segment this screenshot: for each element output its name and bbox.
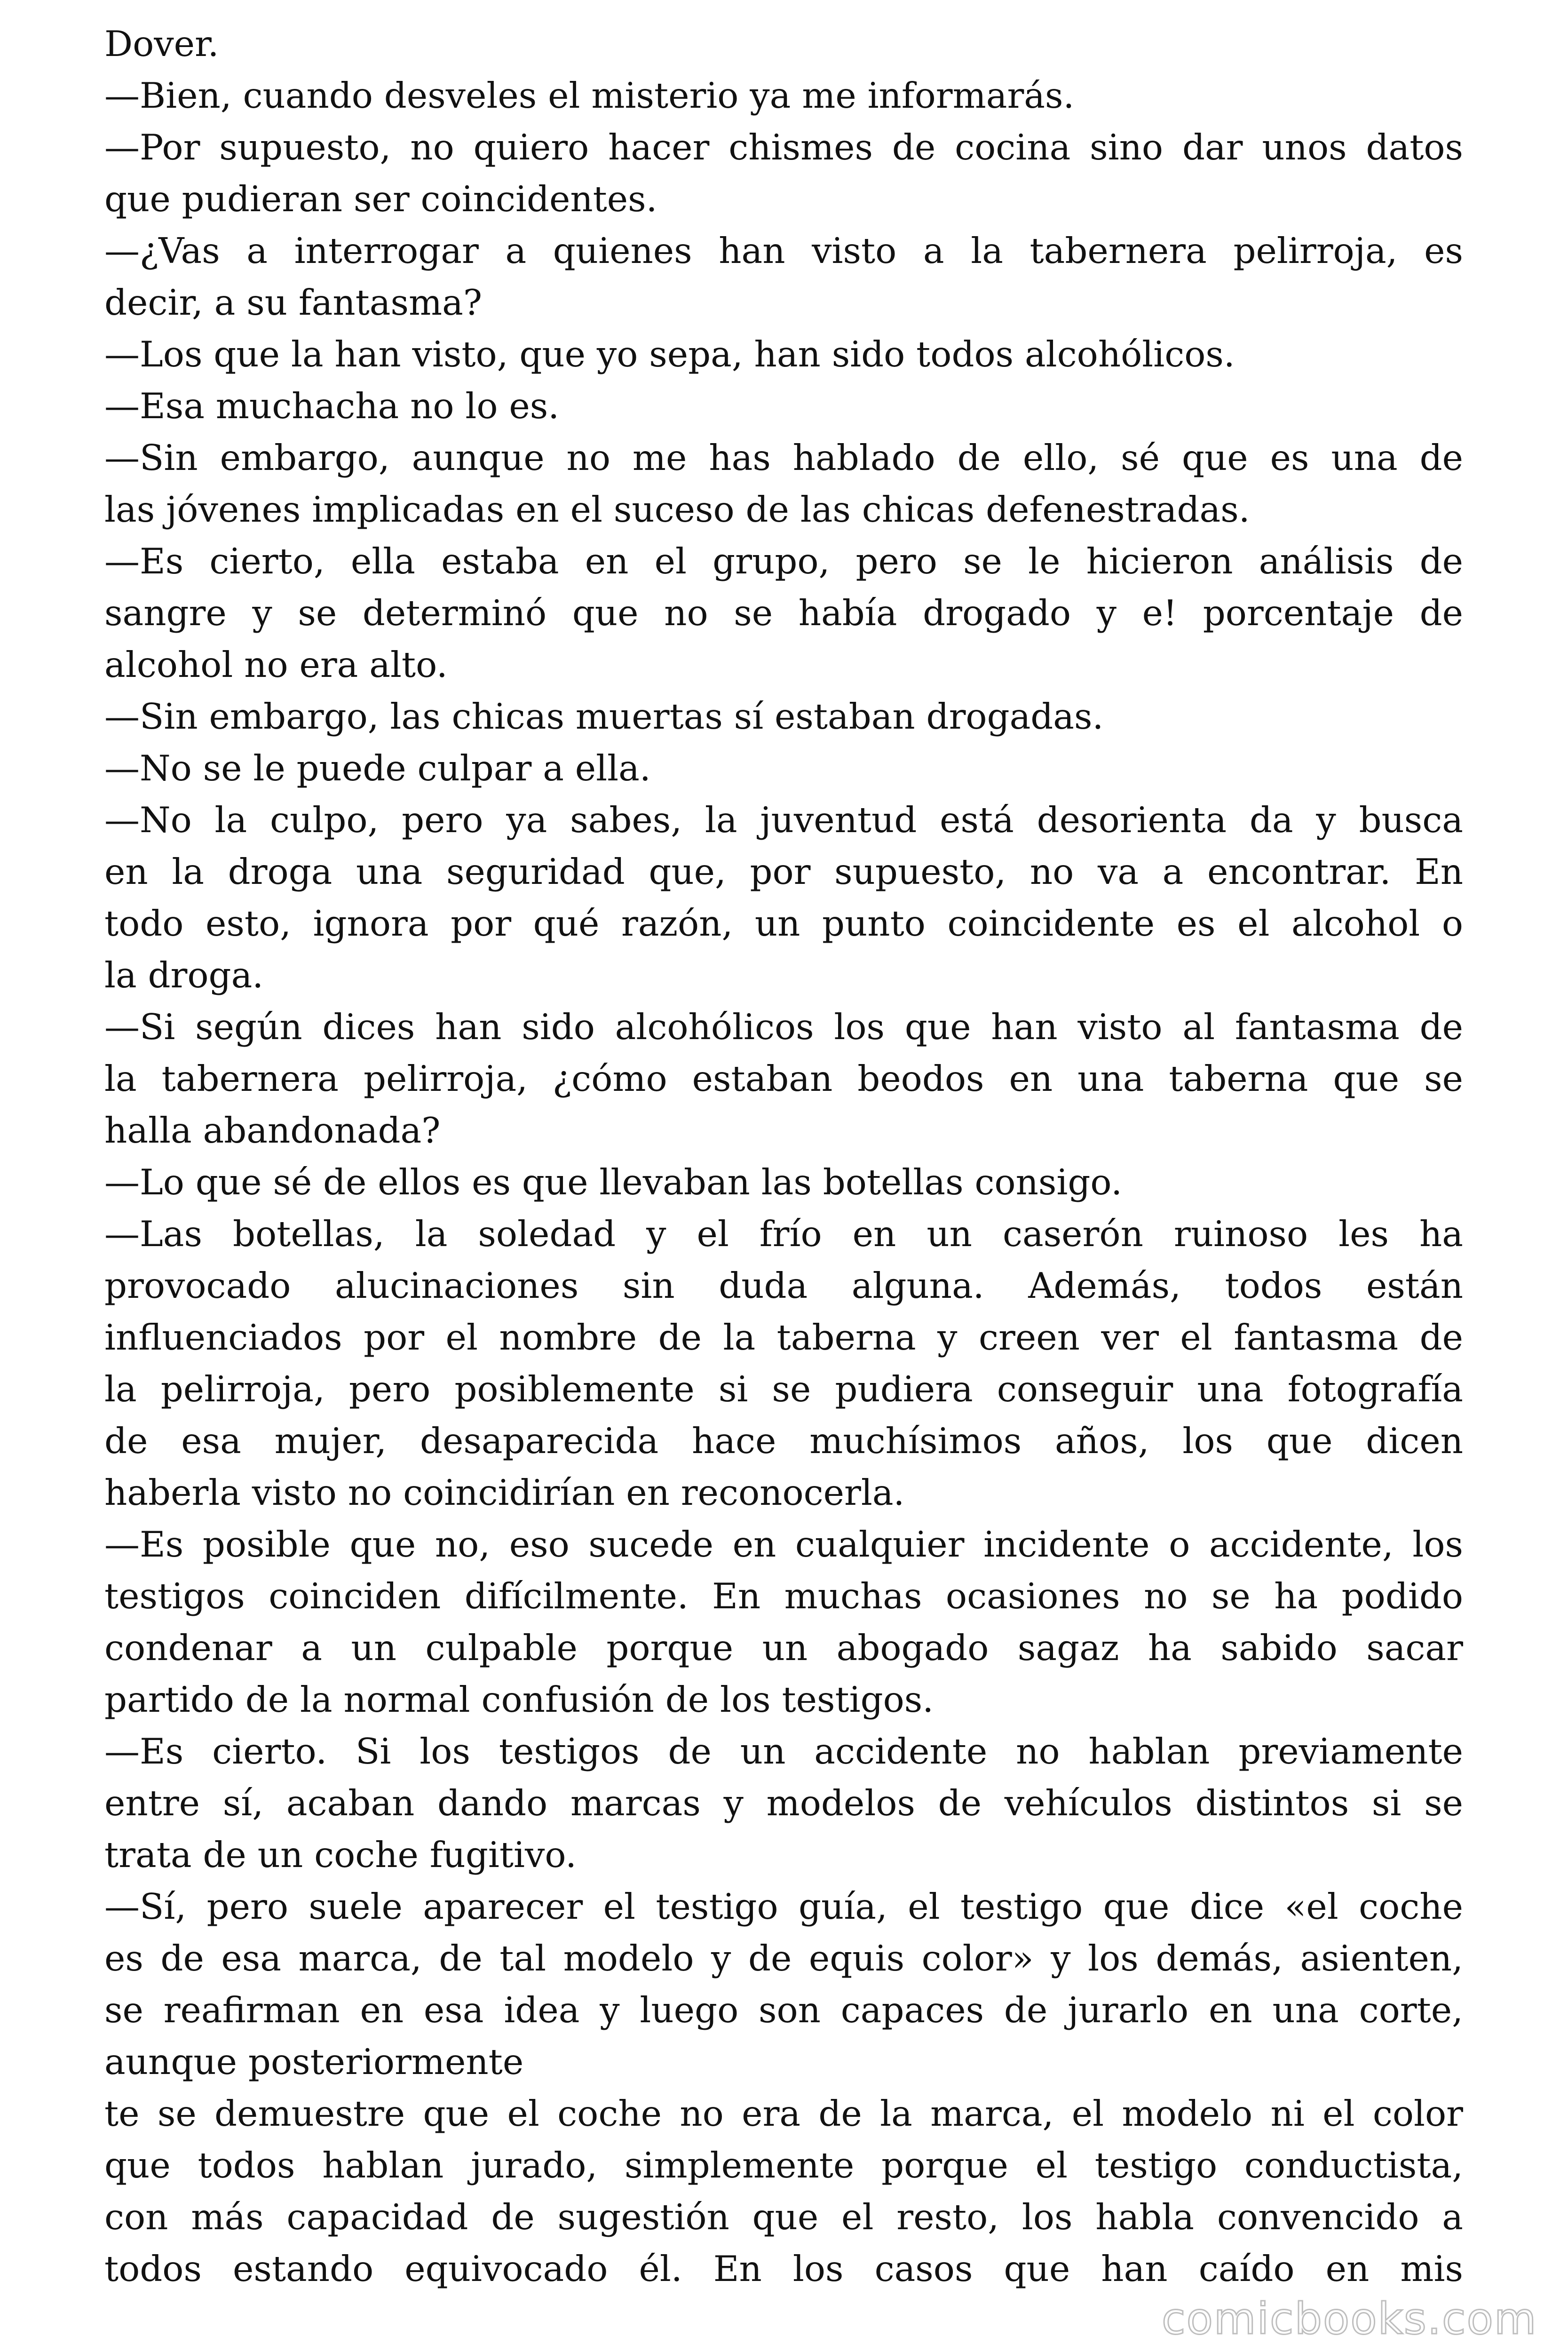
text-line: —Sin embargo, aunque no me has hablado de ello, sé que es una de bbox=[104, 437, 1463, 478]
text-line: la droga. bbox=[104, 954, 264, 996]
text-line: con más capacidad de sugestión que el resto, los habla convencido a bbox=[104, 2196, 1463, 2238]
text-line: —Es cierto, ella estaba en el grupo, pero se le hicieron análisis de bbox=[104, 540, 1463, 582]
text-line: las jóvenes implicadas en el suceso de las chicas defenestradas. bbox=[104, 489, 1250, 530]
book-page-text bbox=[104, 18, 1463, 2295]
text-line: condenar a un culpable porque un abogado sagaz ha sabido sacar bbox=[104, 1627, 1463, 1669]
text-line: sangre y se determinó que no se había drogado y e! porcentaje de bbox=[104, 592, 1463, 634]
text-line: —Es posible que no, eso sucede en cualquier incidente o accidente, los bbox=[104, 1524, 1463, 1565]
text-line: halla abandonada? bbox=[104, 1110, 441, 1151]
text-line: todo esto, ignora por qué razón, un punto coincidente es el alcohol o bbox=[104, 903, 1463, 944]
text-line: la pelirroja, pero posiblemente si se pudiera conseguir una fotografía bbox=[104, 1368, 1463, 1410]
text-line: aunque posteriormente bbox=[104, 2041, 524, 2082]
text-line: —Si según dices han sido alcohólicos los que han visto al fantasma de bbox=[104, 1006, 1463, 1048]
text-line: trata de un coche fugitivo. bbox=[104, 1834, 577, 1875]
watermark-logo: comicbooks.com bbox=[1162, 2294, 1537, 2344]
text-line: —Sí, pero suele aparecer el testigo guía, el testigo que dice «el coche bbox=[104, 1886, 1463, 1927]
text-line: testigos coinciden difícilmente. En muchas ocasiones no se ha podido bbox=[104, 1575, 1463, 1617]
text-line: es de esa marca, de tal modelo y de equis color» y los demás, asienten, bbox=[104, 1938, 1463, 1979]
text-line: Dover. bbox=[104, 23, 219, 64]
text-line: —Es cierto. Si los testigos de un accidente no hablan previamente bbox=[104, 1731, 1463, 1772]
text-line: te se demuestre que el coche no era de la marca, el modelo ni el color bbox=[104, 2093, 1463, 2134]
text-line: que todos hablan jurado, simplemente porque el testigo conductista, bbox=[104, 2145, 1463, 2186]
text-line: influenciados por el nombre de la taberna y creen ver el fantasma de bbox=[104, 1317, 1463, 1358]
text-line: de esa mujer, desaparecida hace muchísimos años, los que dicen bbox=[104, 1420, 1463, 1462]
text-line: provocado alucinaciones sin duda alguna. Además, todos están bbox=[104, 1265, 1463, 1306]
text-line: haberla visto no coincidirían en reconocerla. bbox=[104, 1472, 905, 1513]
text-line: que pudieran ser coincidentes. bbox=[104, 178, 657, 220]
text-line: se reafirman en esa idea y luego son capaces de jurarlo en una corte, bbox=[104, 1989, 1463, 2031]
text-line: —¿Vas a interrogar a quienes han visto a la tabernera pelirroja, es bbox=[104, 230, 1463, 271]
text-line: la tabernera pelirroja, ¿cómo estaban beodos en una taberna que se bbox=[104, 1058, 1463, 1099]
text-line: —No la culpo, pero ya sabes, la juventud está desorienta da y busca bbox=[104, 799, 1463, 841]
text-line: —Lo que sé de ellos es que llevaban las botellas consigo. bbox=[104, 1161, 1123, 1203]
text-line: en la droga una seguridad que, por supuesto, no va a encontrar. En bbox=[104, 851, 1463, 892]
text-line: alcohol no era alto. bbox=[104, 644, 448, 685]
text-line: —Los que la han visto, que yo sepa, han sido todos alcohólicos. bbox=[104, 334, 1235, 375]
text-line: entre sí, acaban dando marcas y modelos de vehículos distintos si se bbox=[104, 1782, 1463, 1824]
text-line: decir, a su fantasma? bbox=[104, 282, 483, 323]
text-line: —Bien, cuando desveles el misterio ya me informarás. bbox=[104, 75, 1075, 116]
text-line: partido de la normal confusión de los testigos. bbox=[104, 1679, 934, 1720]
text-line: —Por supuesto, no quiero hacer chismes de cocina sino dar unos datos bbox=[104, 127, 1463, 168]
text-line: —Esa muchacha no lo es. bbox=[104, 385, 560, 427]
text-line: todos estando equivocado él. En los casos que han caído en mis bbox=[104, 2248, 1463, 2289]
text-line: —No se le puede culpar a ella. bbox=[104, 747, 651, 789]
text-line: —Las botellas, la soledad y el frío en un caserón ruinoso les ha bbox=[104, 1213, 1463, 1255]
text-line: —Sin embargo, las chicas muertas sí estaban drogadas. bbox=[104, 696, 1104, 737]
